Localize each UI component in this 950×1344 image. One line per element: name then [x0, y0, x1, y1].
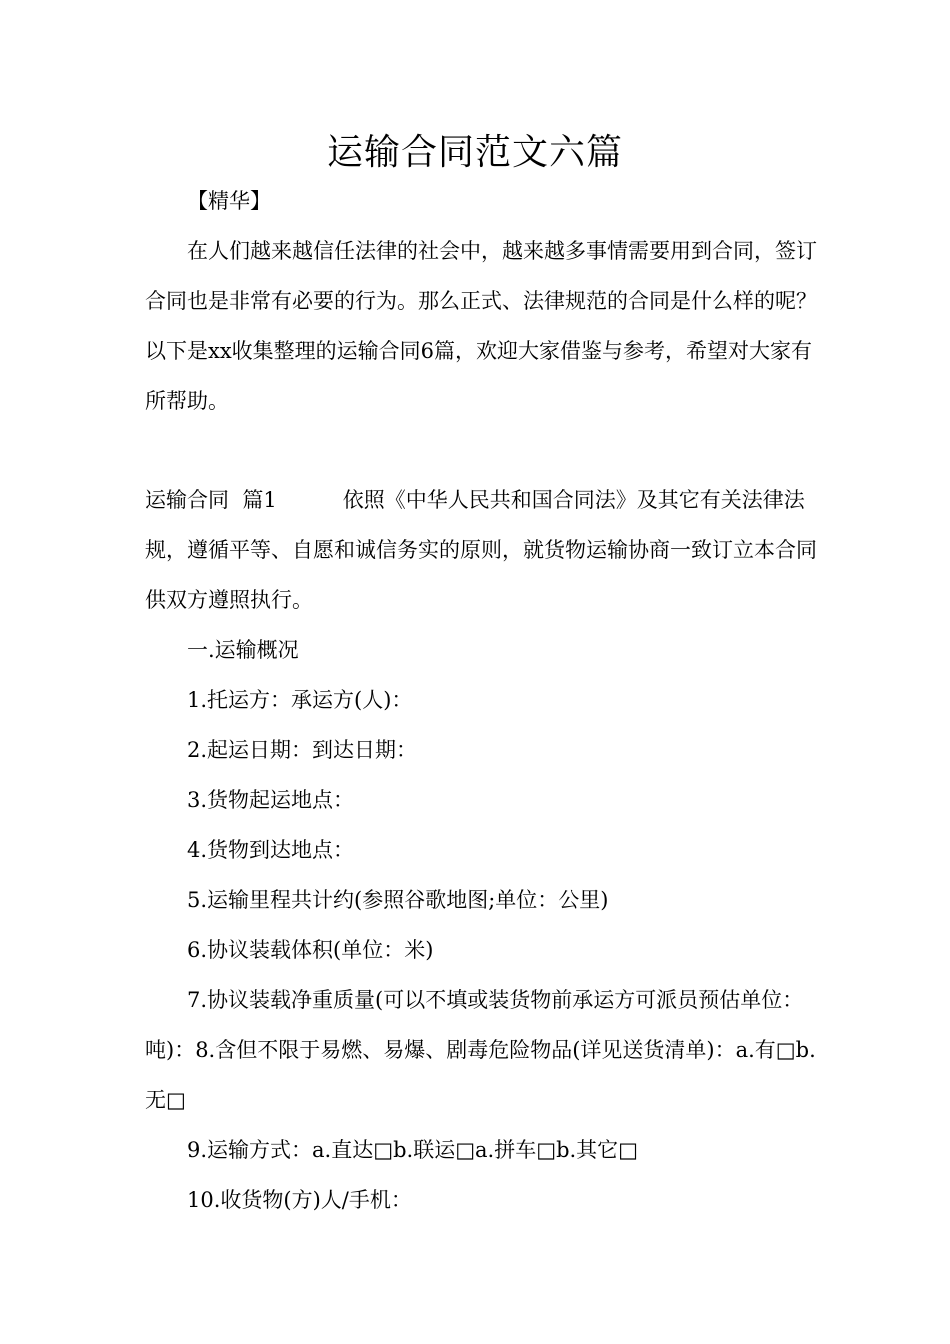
item-9: 9.运输方式：a.直达□b.联运□a.拼车□b.其它□: [187, 1138, 639, 1162]
section-paragraph: [145, 475, 825, 625]
item-7-8: 7.协议装载净重质量(可以不填或装货物前承运方可派员预估单位：吨)：8.含但不限于易燃、易爆、剧毒危险物品(详见送货清单)：a.有□b.无□: [145, 988, 816, 1112]
document-title: 运输合同范文六篇: [326, 132, 623, 173]
item-1: 1.托运方：承运方(人)：: [187, 688, 413, 712]
section-opening: 依照《中华人民共和国合同法》及其它有关法律法规，遵循平等、自愿和诚信务实的原则，就货物运输协商一致订立本合同供双方遵照执行。: [145, 488, 817, 612]
item-6: 6.协议装载体积(单位：米): [187, 938, 434, 962]
item-4: 4.货物到达地点：: [187, 838, 355, 862]
overview-heading: 一.运输概况: [187, 638, 299, 662]
item-5: 5.运输里程共计约(参照谷歌地图;单位：公里): [187, 888, 609, 912]
document-tag: 【精华】: [187, 189, 271, 213]
item-10: 10.收货物(方)人/手机：: [187, 1188, 412, 1212]
section-heading: 运输合同 篇1: [145, 488, 277, 512]
item-2: 2.起运日期：到达日期：: [187, 738, 418, 762]
item-3: 3.货物起运地点：: [187, 788, 355, 812]
intro-paragraph: 在人们越来越信任法律的社会中，越来越多事情需要用到合同，签订合同也是非常有必要的行为。那么正式、法律规范的合同是什么样的呢？以下是xx收集整理的运输合同6篇，欢迎大家借鉴与参考，希望对大家有所帮助。: [145, 239, 817, 413]
